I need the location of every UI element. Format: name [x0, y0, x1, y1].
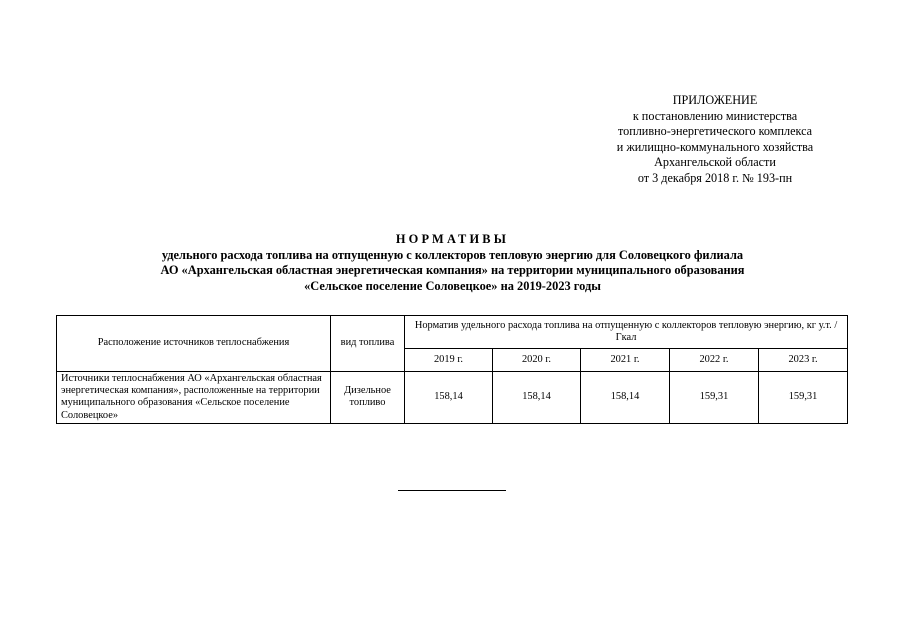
- appendix-line: и жилищно-коммунального хозяйства: [616, 139, 814, 154]
- cell-fuel-type: Дизельное топливо: [331, 372, 405, 424]
- cell-value-2023: 159,31: [759, 372, 848, 424]
- title-main: НОРМАТИВЫ: [395, 232, 510, 246]
- appendix-line: к постановлению министерства: [632, 108, 798, 123]
- header-location: Расположение источников теплоснабжения: [57, 316, 331, 372]
- appendix-line: топливно-энергетического комплекса: [617, 124, 813, 139]
- appendix-heading: ПРИЛОЖЕНИЕ: [672, 93, 758, 107]
- header-fuel-type: вид топлива: [331, 316, 405, 372]
- header-year: 2020 г.: [493, 349, 581, 372]
- title-line: АО «Архангельская областная энергетическая компания» на территории муниципального образования: [160, 263, 745, 278]
- cell-value-2021: 158,14: [581, 372, 670, 424]
- header-norm: Норматив удельного расхода топлива на отпущенную с коллекторов тепловую энергию, кг у.т. /Гкал: [405, 316, 848, 349]
- separator-line: [398, 490, 506, 491]
- table-row: [57, 372, 848, 424]
- title-line: удельного расхода топлива на отпущенную с коллекторов тепловую энергию для Соловецкого филиала: [161, 247, 744, 262]
- appendix-block: [580, 93, 850, 187]
- document-title: [40, 232, 865, 294]
- cell-value-2019: 158,14: [405, 372, 493, 424]
- cell-location: Источники теплоснабжения АО «Архангельская областная энергетическая компания», расположенные на территории муниципального образования «Сельское поселение Соловецкое»: [57, 372, 331, 424]
- cell-value-2022: 159,31: [670, 372, 759, 424]
- header-year: 2023 г.: [759, 349, 848, 372]
- table-header-row: [57, 316, 848, 349]
- appendix-line: Архангельской области: [654, 155, 776, 170]
- cell-value-2020: 158,14: [493, 372, 581, 424]
- appendix-date-line: от 3 декабря 2018 г. № 193-пн: [637, 170, 793, 185]
- header-year: 2021 г.: [581, 349, 670, 372]
- title-line: «Сельское поселение Соловецкое» на 2019-2023 годы: [304, 278, 601, 293]
- header-year: 2019 г.: [405, 349, 493, 372]
- norms-table: [56, 315, 848, 424]
- header-year: 2022 г.: [670, 349, 759, 372]
